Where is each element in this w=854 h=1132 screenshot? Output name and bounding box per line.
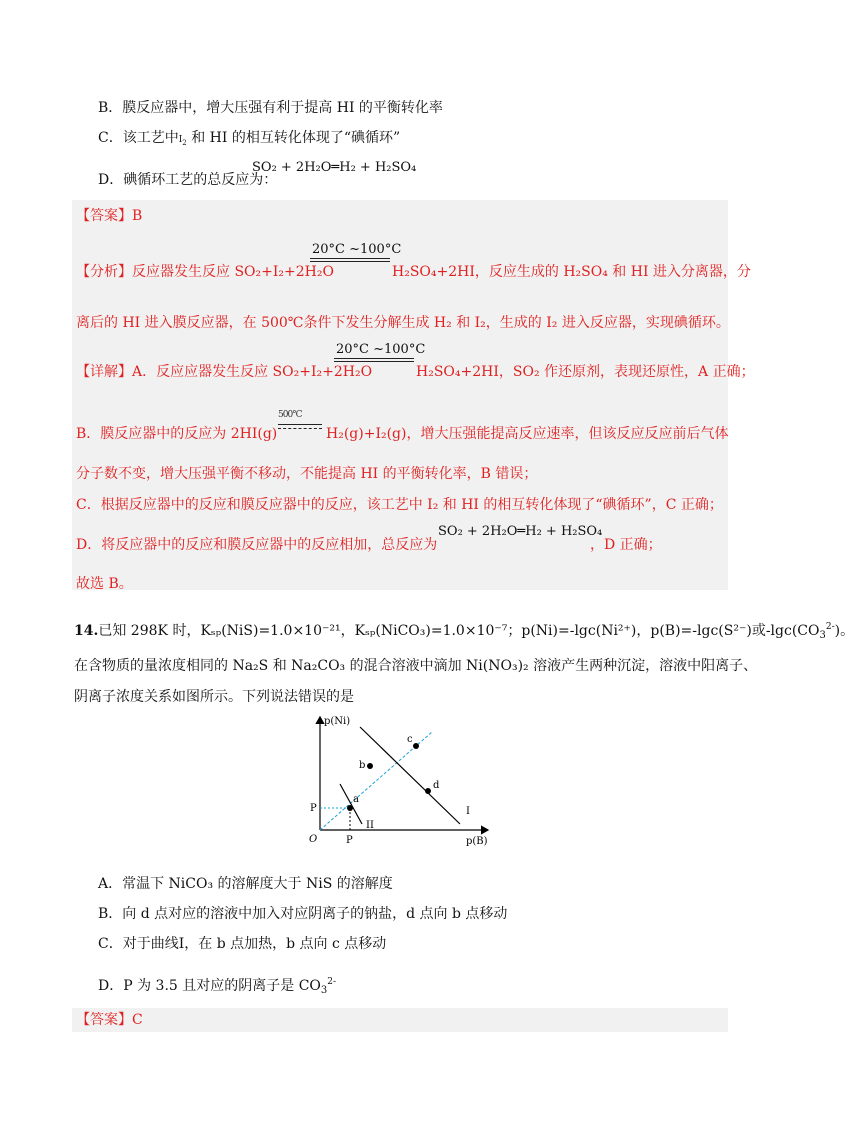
origin-label: O: [309, 834, 318, 845]
q13-option-d-equation: SO₂ + 2H₂O═H₂ + H₂SO₄: [252, 160, 417, 175]
q14-option-b: B．向 d 点对应的溶液中加入对应阴离子的钠盐，d 点向 b 点移动: [98, 906, 508, 922]
detail-d-pre: D．将反应器中的反应和膜反应器中的反应相加，总反应为: [76, 537, 438, 553]
point-a: [347, 805, 353, 811]
detail-condition: 20°C ~100°C: [336, 342, 426, 357]
q14-line-1: 14.已知 298K 时，Kₛₚ(NiS)=1.0×10⁻²¹，Kₛₚ(NiCO₃)=1.0×10⁻⁷；p(Ni)=-lgc(Ni²⁺)，p(B)=-lgc(S²⁻)或$-\lg c(CO_3^{2-})$。: [74, 622, 854, 641]
point-d: [425, 788, 431, 794]
detail-b-condition: 500°C: [278, 410, 302, 420]
q14-option-c: C．对于曲线Ⅰ，在 b 点加热，b 点向 c 点移动: [98, 936, 387, 952]
q14-number: 14.: [74, 623, 99, 639]
y-axis-label: p(Ni): [324, 716, 351, 727]
analysis-condition: 20°C ~100°C: [312, 242, 402, 257]
detail-a-post: H₂SO₄+2HI，SO₂ 作还原剂，表现还原性，A 正确；: [416, 364, 755, 380]
p-y-label: P: [310, 803, 317, 814]
point-b: [367, 763, 373, 769]
label-c: c: [407, 734, 413, 745]
q13-option-c: C．该工艺中$I_2$ 和 HI 的相互转化体现了“碘循环”: [98, 130, 401, 147]
q14-option-a: A．常温下 NiCO₃ 的溶解度大于 NiS 的溶解度: [98, 876, 393, 892]
x-axis-label: p(B): [466, 836, 488, 847]
q13-answer: 【答案】B: [76, 208, 143, 224]
label-d: d: [433, 780, 440, 791]
p-x-label: P: [346, 835, 353, 846]
label-a: a: [353, 794, 359, 805]
detail-b-post: H₂(g)+I₂(g)，增大压强能提高反应速率，但该反应反应前后气体: [326, 426, 729, 442]
q14-line-3: 阴离子浓度关系如图所示。下列说法错误的是: [74, 689, 354, 705]
analysis-line-1a: 【分析】反应器发生反应 SO₂+I₂+2H₂O: [76, 264, 334, 280]
detail-d-equation: SO₂ + 2H₂O═H₂ + H₂SO₄: [438, 524, 603, 539]
detail-b-pre: B．膜反应器中的反应为 2HI(g): [76, 426, 278, 442]
q14-answer-panel: [72, 1008, 728, 1032]
analysis-line-2: 离后的 HI 进入膜反应器，在 500℃条件下发生分解生成 H₂ 和 I₂，生成的 I₂ 进入反应器，实现碘循环。: [76, 315, 730, 331]
q13-option-d: D．碘循环工艺的总反应为：: [98, 172, 278, 188]
detail-end: 故选 B。: [76, 576, 133, 592]
label-b: b: [359, 760, 366, 771]
q14-line-2: 在含物质的量浓度相同的 Na₂S 和 Na₂CO₃ 的混合溶液中滴加 Ni(NO₃)₂ 溶液产生两种沉淀，溶液中阳离子、: [74, 658, 758, 674]
label-curve-II: II: [366, 820, 374, 831]
label-curve-I: I: [466, 806, 470, 817]
detail-c: C．根据反应器中的反应和膜反应器中的反应，该工艺中 I₂ 和 HI 的相互转化体现了“碘循环”，C 正确；: [76, 497, 723, 513]
detail-d-post: ，D 正确；: [590, 537, 662, 553]
point-c: [413, 743, 419, 749]
analysis-line-1b: H₂SO₄+2HI，反应生成的 H₂SO₄ 和 HI 进入分离器，分: [392, 264, 751, 280]
ksp-figure: [300, 712, 500, 852]
q13-option-b: B．膜反应器中，增大压强有利于提高 HI 的平衡转化率: [98, 100, 443, 116]
i2-symbol: I: [178, 135, 183, 145]
q14-option-d: D．P 为 3.5 且对应的阴离子是 $CO_3^{2-}$: [98, 977, 337, 996]
detail-b-line-2: 分子数不变，增大压强平衡不移动，不能提高 HI 的平衡转化率，B 错误；: [76, 466, 538, 482]
detail-a-pre: 【详解】A．反应应器发生反应 SO₂+I₂+2H₂O: [76, 364, 373, 380]
q14-answer: 【答案】C: [76, 1012, 143, 1028]
